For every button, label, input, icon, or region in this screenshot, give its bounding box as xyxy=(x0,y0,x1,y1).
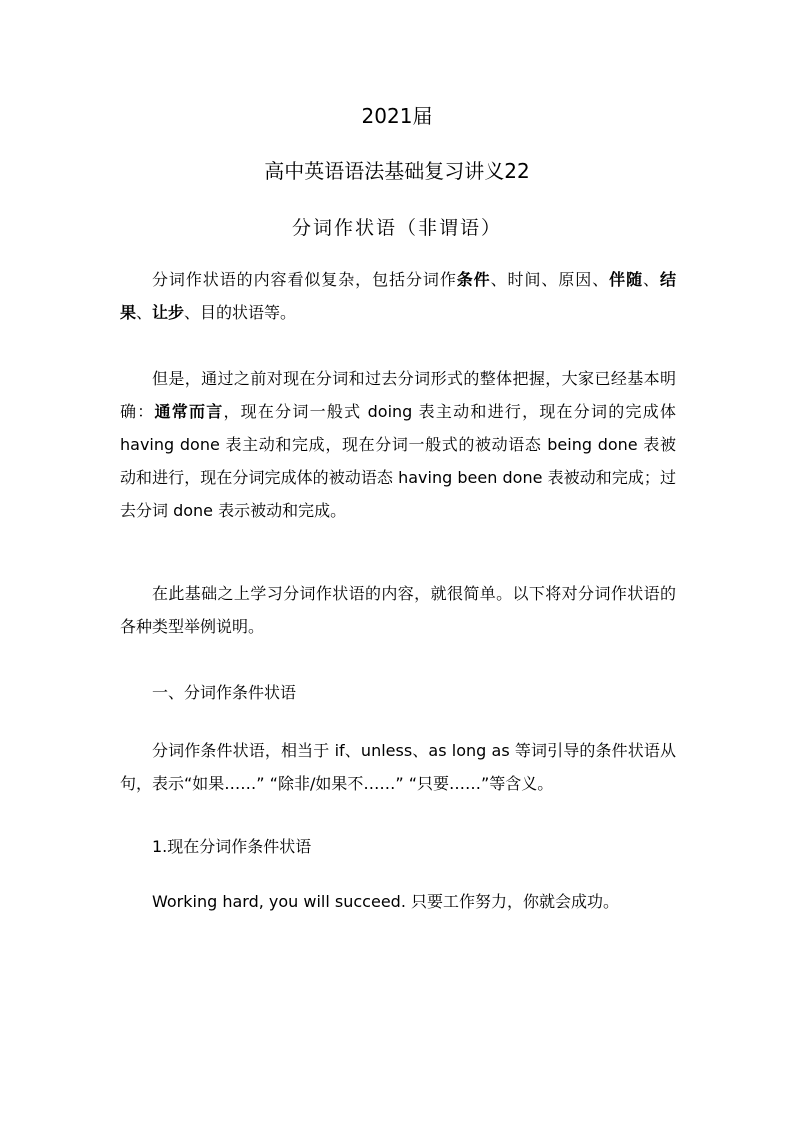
intro-text-i: 、目的状语等。 xyxy=(184,303,297,322)
section1-description: 分词作条件状语，相当于 if、unless、as long as 等词引导的条件状语从句，表示“如果……” “除非/如果不……” “只要……”等含义。 xyxy=(120,741,676,793)
intro-bold-result: 结果 xyxy=(120,270,676,322)
subtitle: 分词作状语（非谓语） xyxy=(291,217,502,239)
intro-bold-concession: 让步 xyxy=(152,303,185,322)
basis-paragraph: 在此基础之上学习分词作状语的内容，就很简单。以下将对分词作状语的各种类型举例说明。 xyxy=(120,584,676,636)
summary-text-a: 但是，通过之前对现在分词和过去分词形式的整体把握，大家已经基本明确： xyxy=(120,369,676,421)
intro-text-a: 分词作状语的内容看似复杂，包括分词作 xyxy=(152,270,457,289)
intro-text-e: 、 xyxy=(643,270,660,289)
intro-bold-condition: 条件 xyxy=(456,270,491,289)
intro-text-g: 、 xyxy=(136,303,153,322)
example-sentence: Working hard, you will succeed. 只要工作努力，你就会成功。 xyxy=(152,892,619,911)
summary-text-c: ，现在分词一般式 doing 表主动和进行，现在分词的完成体 having done 表主动和完成，现在分词一般式的被动语态 being done 表被动和进行，现在分词完成体的被动语态 having been done 表被动和完成；过去分词 done 表示被动和完成。 xyxy=(120,402,676,520)
summary-paragraph xyxy=(120,362,676,527)
summary-bold-generally: 通常而言 xyxy=(154,402,224,421)
main-title: 高中英语语法基础复习讲义22 xyxy=(264,159,530,183)
year-title: 2021届 xyxy=(361,104,433,128)
subsection1-heading: 1.现在分词作条件状语 xyxy=(152,837,312,856)
intro-bold-accompany: 伴随 xyxy=(609,270,644,289)
section1-heading: 一、分词作条件状语 xyxy=(152,683,297,702)
intro-text-c: 、时间、原因、 xyxy=(490,270,610,289)
intro-paragraph xyxy=(120,263,676,329)
